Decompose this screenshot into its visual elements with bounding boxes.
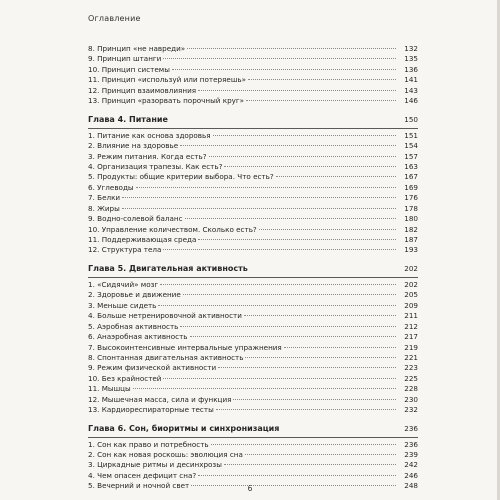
- dot-leader: [248, 79, 396, 80]
- toc-entry-page-number: 136: [404, 64, 418, 74]
- dot-leader: [224, 464, 396, 465]
- toc-entry-title: 9. Водно-солевой баланс: [88, 214, 183, 224]
- toc-entry-title: 13. Кардиореспираторные тесты: [88, 405, 214, 415]
- dot-leader: [198, 90, 396, 91]
- toc-entry[interactable]: [88, 65, 418, 75]
- dot-leader: [284, 347, 396, 348]
- toc-entry[interactable]: [88, 54, 418, 64]
- dot-leader: [198, 475, 396, 476]
- toc-entry-page-number: 236: [404, 439, 418, 449]
- toc-entry-page-number: 180: [404, 214, 418, 224]
- toc-entry[interactable]: [88, 141, 418, 151]
- toc-entry-page-number: 163: [404, 161, 418, 171]
- toc-entry-page-number: 176: [404, 193, 418, 203]
- dot-leader: [158, 305, 396, 306]
- chapter-title: Глава 6. Сон, биоритмы и синхронизация: [88, 423, 280, 433]
- toc-entry[interactable]: [88, 374, 418, 384]
- dot-leader: [246, 100, 396, 101]
- toc-entry[interactable]: [88, 405, 418, 415]
- toc-entry-page-number: 219: [404, 342, 418, 352]
- toc-entry[interactable]: [88, 311, 418, 321]
- toc-entry-page-number: 225: [404, 373, 418, 383]
- toc-entry[interactable]: [88, 225, 418, 235]
- toc-entry-page-number: 182: [404, 224, 418, 234]
- toc-entry[interactable]: [88, 86, 418, 96]
- toc-entry-page-number: 223: [404, 363, 418, 373]
- dot-leader: [276, 176, 396, 177]
- toc-entry-page-number: 239: [404, 450, 418, 459]
- toc-entry-title: 8. Принцип «не навреди»: [88, 44, 186, 53]
- dot-leader: [245, 357, 396, 358]
- toc-entry-title: 5. Вечерний и ночной свет: [88, 481, 190, 491]
- dot-leader: [224, 166, 396, 167]
- chapter-heading[interactable]: [88, 114, 418, 129]
- running-head: Оглавление: [88, 14, 141, 23]
- toc-entry-page-number: 135: [404, 54, 418, 64]
- toc-entry[interactable]: [88, 193, 418, 203]
- toc-entry[interactable]: [88, 235, 418, 245]
- toc-entry-page-number: 154: [404, 141, 418, 151]
- toc-entry[interactable]: [88, 214, 418, 224]
- toc-entry[interactable]: [88, 460, 418, 470]
- dot-leader: [185, 218, 396, 219]
- toc-entry[interactable]: [88, 471, 418, 481]
- toc-entry-title: 12. Структура тела: [88, 245, 162, 255]
- toc-entry-page-number: 248: [404, 481, 418, 491]
- toc-entry-title: 4. Организация трапезы. Как есть?: [88, 161, 223, 171]
- toc-entry-page-number: 221: [404, 352, 418, 362]
- toc-entry-page-number: 212: [404, 321, 418, 331]
- toc-entry[interactable]: [88, 172, 418, 182]
- toc-entry-page-number: 157: [404, 151, 418, 161]
- toc-entry-title: 1. Сон как право и потребность: [88, 439, 209, 449]
- toc-entry-page-number: 146: [404, 96, 418, 106]
- toc-entry[interactable]: [88, 162, 418, 172]
- toc-entry-page-number: 217: [404, 332, 418, 342]
- toc-entry-title: 3. Циркадные ритмы и десинхрозы: [88, 460, 222, 470]
- toc-entry[interactable]: [88, 204, 418, 214]
- chapter-title: Глава 4. Питание: [88, 114, 168, 124]
- toc-entry-page-number: 167: [404, 172, 418, 182]
- toc-entry-title: 1. «Сидячий» мозг: [88, 279, 159, 289]
- toc-entry-page-number: 246: [404, 470, 418, 480]
- toc-entry-title: 10. Принцип системы: [88, 64, 170, 74]
- toc-entry[interactable]: [88, 450, 418, 460]
- dot-leader: [183, 294, 396, 295]
- dot-leader: [213, 135, 396, 136]
- toc-entry-title: 2. Влияние на здоровье: [88, 141, 179, 151]
- toc-entry-title: 8. Спонтанная двигательная активность: [88, 352, 244, 362]
- chapter-page-number: 236: [404, 423, 418, 433]
- dot-leader: [233, 399, 396, 400]
- dot-leader: [209, 156, 396, 157]
- toc-entry[interactable]: [88, 301, 418, 311]
- toc-entry-page-number: 169: [404, 182, 418, 192]
- toc-entry-page-number: 151: [404, 130, 418, 140]
- toc-entry-title: 12. Мышечная масса, сила и функция: [88, 394, 232, 404]
- toc-entry-page-number: 141: [404, 75, 418, 85]
- toc-entry-title: 9. Режим физической активности: [88, 363, 217, 373]
- toc-entry-title: 11. Принцип «используй или потеряешь»: [88, 75, 247, 85]
- toc-entry[interactable]: [88, 44, 418, 54]
- chapter-title: Глава 5. Двигательная активность: [88, 263, 248, 273]
- page-number: 6: [247, 484, 253, 493]
- dot-leader: [172, 69, 396, 70]
- chapter-heading[interactable]: [88, 263, 418, 278]
- toc-entry-title: 11. Мышцы: [88, 384, 131, 394]
- toc-entry-title: 2. Сон как новая роскошь: эволюция сна: [88, 450, 243, 459]
- toc-entry[interactable]: [88, 395, 418, 405]
- toc-entry-page-number: 178: [404, 203, 418, 213]
- toc-entry-title: 13. Принцип «разорвать порочный круг»: [88, 96, 245, 106]
- table-of-contents: [88, 44, 418, 492]
- toc-entry[interactable]: [88, 96, 418, 106]
- toc-entry-title: 6. Углеводы: [88, 182, 134, 192]
- toc-entry-page-number: 211: [404, 311, 418, 321]
- dot-leader: [216, 409, 396, 410]
- toc-entry-title: 4. Чем опасен дефицит сна?: [88, 470, 197, 480]
- toc-entry-title: 3. Режим питания. Когда есть?: [88, 151, 207, 161]
- dot-leader: [180, 145, 396, 146]
- toc-entry-page-number: 242: [404, 460, 418, 470]
- toc-entry-title: 2. Здоровье и движение: [88, 290, 181, 300]
- toc-entry[interactable]: [88, 75, 418, 85]
- dot-leader: [136, 187, 396, 188]
- dot-leader: [218, 367, 396, 368]
- dot-leader: [163, 378, 396, 379]
- dot-leader: [245, 454, 396, 455]
- toc-entry[interactable]: [88, 343, 418, 353]
- toc-entry-page-number: 193: [404, 245, 418, 255]
- toc-entry-title: 10. Без крайностей: [88, 373, 162, 383]
- toc-entry-title: 7. Белки: [88, 193, 121, 203]
- toc-entry-title: 8. Жиры: [88, 203, 120, 213]
- toc-entry[interactable]: [88, 363, 418, 373]
- dot-leader: [198, 239, 396, 240]
- toc-entry[interactable]: [88, 322, 418, 332]
- toc-entry-page-number: 143: [404, 85, 418, 95]
- toc-entry-page-number: 228: [404, 384, 418, 394]
- toc-entry[interactable]: [88, 332, 418, 342]
- dot-leader: [160, 284, 396, 285]
- toc-entry-page-number: 187: [404, 235, 418, 244]
- dot-leader: [259, 229, 396, 230]
- toc-entry-page-number: 232: [404, 405, 418, 415]
- toc-entry-title: 5. Аэробная активность: [88, 321, 179, 331]
- toc-entry-title: 4. Больше нетренировочной активности: [88, 311, 242, 321]
- toc-entry[interactable]: [88, 131, 418, 141]
- dot-leader: [190, 336, 396, 337]
- toc-entry-page-number: 132: [404, 44, 418, 53]
- toc-entry-title: 6. Анаэробная активность: [88, 332, 188, 342]
- toc-entry[interactable]: [88, 152, 418, 162]
- toc-entry[interactable]: [88, 290, 418, 300]
- dot-leader: [122, 208, 396, 209]
- toc-entry-title: 5. Продукты: общие критерии выбора. Что есть?: [88, 172, 274, 182]
- dot-leader: [211, 444, 396, 445]
- chapter-heading[interactable]: [88, 423, 418, 438]
- dot-leader: [163, 249, 396, 250]
- toc-entry-title: 12. Принцип взаимовлияния: [88, 85, 197, 95]
- chapter-page-number: 150: [404, 114, 418, 124]
- dot-leader: [133, 388, 396, 389]
- toc-entry[interactable]: [88, 353, 418, 363]
- toc-entry-page-number: 202: [404, 279, 418, 289]
- toc-entry[interactable]: [88, 183, 418, 193]
- toc-entry[interactable]: [88, 280, 418, 290]
- toc-entry-page-number: 205: [404, 290, 418, 300]
- toc-entry-title: 1. Питание как основа здоровья: [88, 130, 211, 140]
- toc-entry-title: 7. Высокоинтенсивные интервальные упражнения: [88, 342, 282, 352]
- toc-entry[interactable]: [88, 440, 418, 450]
- toc-entry[interactable]: [88, 245, 418, 255]
- dot-leader: [244, 315, 396, 316]
- chapter-page-number: 202: [404, 263, 418, 273]
- toc-entry-page-number: 209: [404, 300, 418, 310]
- dot-leader: [163, 58, 396, 59]
- dot-leader: [122, 197, 396, 198]
- toc-entry-title: 9. Принцип штанги: [88, 54, 162, 64]
- toc-entry-title: 3. Меньше сидеть: [88, 300, 157, 310]
- toc-entry[interactable]: [88, 384, 418, 394]
- dot-leader: [187, 48, 396, 49]
- toc-entry-title: 11. Поддерживающая среда: [88, 235, 197, 244]
- toc-entry-title: 10. Управление количеством. Сколько есть?: [88, 224, 257, 234]
- toc-entry-page-number: 230: [404, 394, 418, 404]
- dot-leader: [180, 326, 396, 327]
